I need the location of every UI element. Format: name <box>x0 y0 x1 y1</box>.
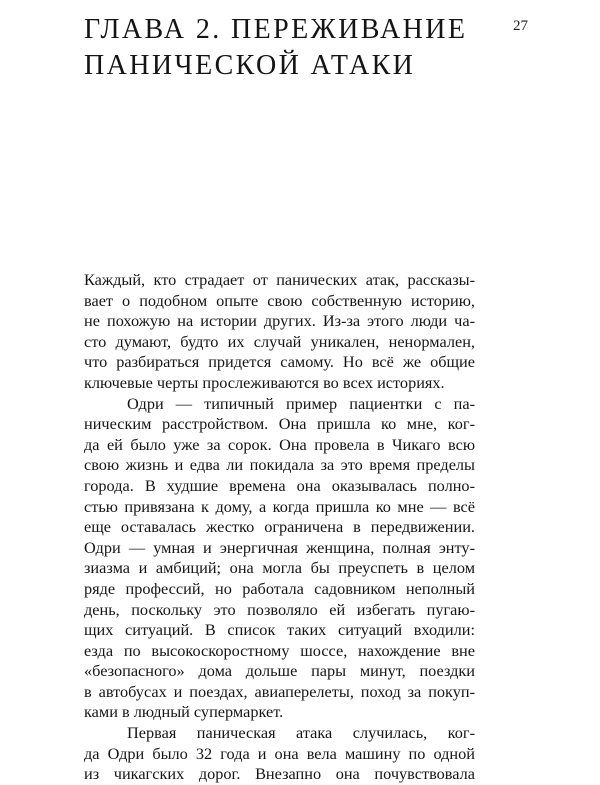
text-line: что разбираться придется самому. Но всё же общие <box>84 352 475 372</box>
text-line: вает о подобном опыте свою собственную историю, <box>84 290 475 310</box>
text-line: еще оставалась жестко ограничена в передвижении. <box>84 517 475 537</box>
text-line: да Одри было 32 года и она вела машину по одной <box>84 743 475 763</box>
text-line: ками в людный супермаркет. <box>84 702 284 722</box>
text-line: зиазма и амбиций; она могла бы преуспеть в целом <box>84 558 475 578</box>
text-line: Одри — умная и энергичная женщина, полная энту- <box>84 537 475 557</box>
body-text <box>84 270 475 785</box>
text-line: день, поскольку это позволяло ей избегать пугаю- <box>84 599 475 619</box>
text-line: из чикагских дорог. Внезапно она почувствовала <box>84 764 475 784</box>
text-line: в автобусах и поездах, авиаперелеты, поход за покуп- <box>84 681 475 701</box>
text-line: города. В худшие времена она оказывалась полно- <box>84 475 475 495</box>
chapter-title <box>84 12 467 84</box>
chapter-title-line: ПАНИЧЕСКОЙ АТАКИ <box>84 50 416 81</box>
text-line: не похожую на истории других. Из-за этого люди ча- <box>84 311 475 331</box>
page-number: 27 <box>513 18 528 34</box>
text-line: да ей было уже за сорок. Она провела в Чикаго всю <box>84 434 475 454</box>
text-line: свою жизнь и едва ли покидала за это время пределы <box>84 455 475 475</box>
text-line: езда по высокоскоростному шоссе, нахождение вне <box>84 640 475 660</box>
text-line: ключевые черты прослеживаются во всех историях. <box>84 372 445 392</box>
text-line: ническим расстройством. Она пришла ко мне, ког- <box>84 414 475 434</box>
text-line: сто думают, будто их случай уникален, ненормален, <box>84 331 475 351</box>
text-line: ряде профессий, но работала садовником неполный <box>84 578 475 598</box>
text-line: стью привязана к дому, а когда пришла ко мне — всё <box>84 496 475 516</box>
text-line: «безопасного» дома дольше пары минут, поездки <box>84 661 475 681</box>
text-line: Одри — типичный пример пациентки с па- <box>127 393 475 413</box>
chapter-title-line: ГЛАВА 2. ПЕРЕЖИВАНИЕ <box>84 14 468 45</box>
text-line: щих ситуаций. В список таких ситуаций входили: <box>84 620 475 640</box>
text-line: Каждый, кто страдает от панических атак, рассказы- <box>84 270 475 289</box>
text-line: Первая паническая атака случилась, ког- <box>127 723 475 743</box>
